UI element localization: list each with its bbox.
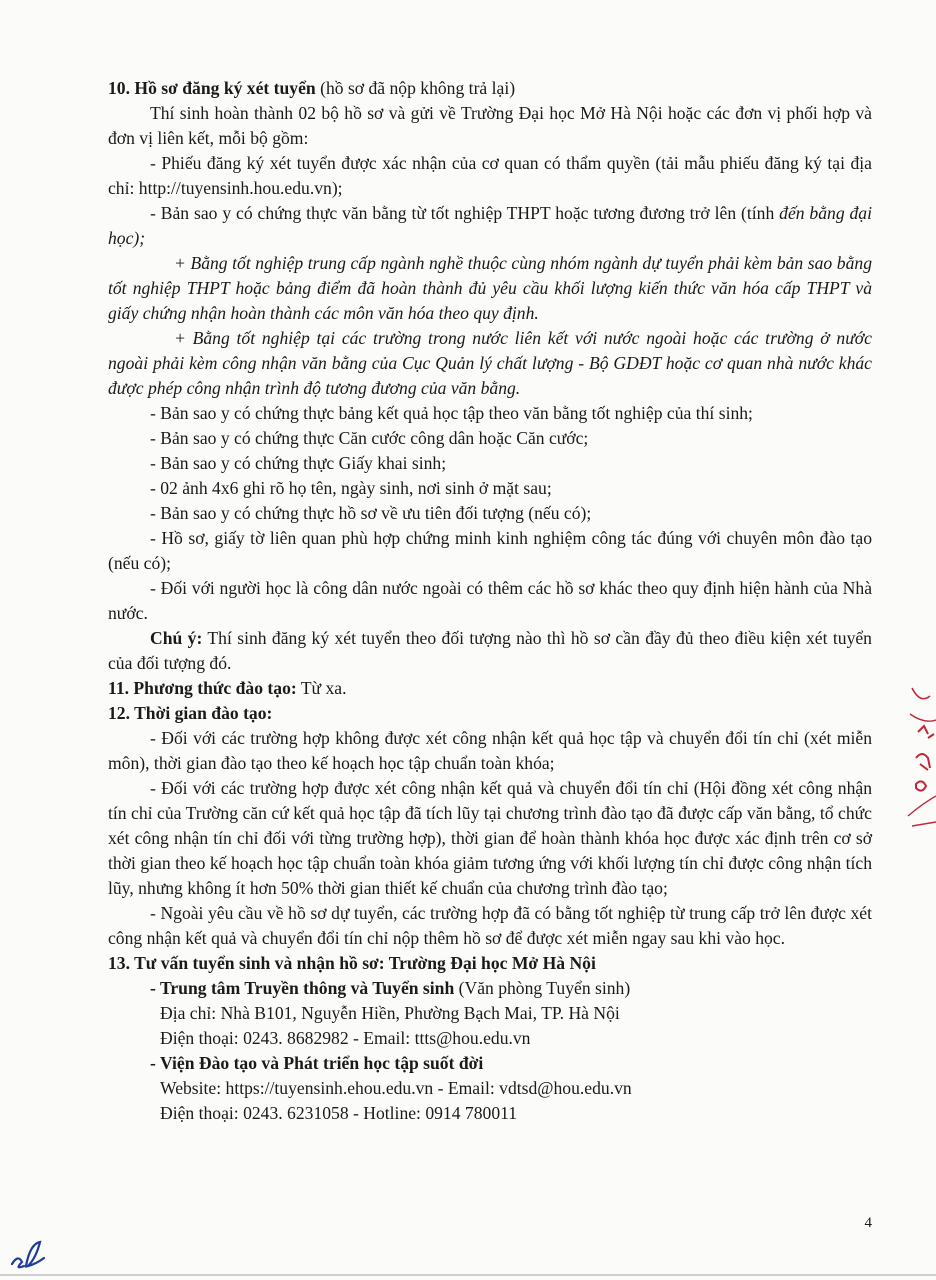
document-page [108,76,872,1126]
section-13 [108,951,872,1126]
section-12-title: 12. Thời gian đào tạo: [108,703,273,723]
section-10-heading [108,76,872,101]
center-2-contact: Điện thoại: 0243. 6231058 - Hotline: 0914 780011 [160,1103,518,1123]
section-10-item: - Phiếu đăng ký xét tuyển được xác nhận của cơ quan có thẩm quyền (tải mẫu phiếu đăng ký tại địa chỉ: http://tuyensinh.hou.edu.vn); [108,153,872,198]
section-10-item-text: - Bản sao y có chứng thực văn bằng từ tốt nghiệp THPT hoặc tương đương trở lên (tính [150,203,780,223]
section-10-subitem: + Bằng tốt nghiệp trung cấp ngành nghề thuộc cùng nhóm ngành dự tuyển phải kèm bản sao bằng tốt nghiệp THPT hoặc bảng điểm đã hoàn thành đủ yêu cầu khối lượng kiến thức văn hóa cấp THPT và giấy chứng nhận hoàn thành các môn văn hóa theo quy định. [108,253,872,323]
section-10-item: - Bản sao y có chứng thực bảng kết quả học tập theo văn bằng tốt nghiệp của thí sinh; [150,403,753,423]
center-1-address: Địa chỉ: Nhà B101, Nguyễn Hiền, Phường Bạch Mai, TP. Hà Nội [160,1003,620,1023]
section-12-item: - Đối với các trường hợp được xét công nhận kết quả và chuyển đổi tín chỉ (Hội đồng xét công nhận tín chỉ của Trường căn cứ kết quả học tập đã tích lũy tại chương trình đào tạo đã được cấp văn bằng, tổ chức xét công nhận tín chỉ đối với từng trường hợp), thời gian để hoàn thành khóa học được xác định trên cơ sở thời gian theo kế hoạch học tập chuẩn toàn khóa giảm tương ứng với khối lượng tín chỉ được công nhận tích lũy, nhưng không ít hơn 50% thời gian thiết kế chuẩn của chương trình đào tạo; [108,778,872,898]
center-1-name: - Trung tâm Truyền thông và Tuyển sinh [150,978,455,998]
section-10-item-italic: đến bằng đại học); [108,203,872,248]
section-10-title-note: (hồ sơ đã nộp không trả lại) [315,78,516,98]
section-10-item: - Bản sao y có chứng thực Căn cước công dân hoặc Căn cước; [150,428,589,448]
section-11-value: Từ xa. [296,678,347,698]
section-10-item: - Hồ sơ, giấy tờ liên quan phù hợp chứng minh kinh nghiệm công tác đúng với chuyên môn đào tạo (nếu có); [108,528,872,573]
section-12-item: - Ngoài yêu cầu về hồ sơ dự tuyển, các trường hợp đã có bằng tốt nghiệp từ trung cấp trở lên được xét công nhận kết quả và chuyển đổi tín chỉ nộp thêm hồ sơ để được xét miễn ngay sau khi vào học. [108,903,872,948]
section-10-subitem: + Bằng tốt nghiệp tại các trường trong nước liên kết với nước ngoài hoặc các trường ở nước ngoài phải kèm công nhận văn bằng của Cục Quản lý chất lượng - Bộ GDĐT hoặc cơ quan nhà nước khác được phép công nhận trình độ tương đương của văn bằng. [108,328,872,398]
center-2-website: Website: https://tuyensinh.ehou.edu.vn - Email: vdtsd@hou.edu.vn [160,1078,632,1098]
scan-edge [0,1274,936,1276]
section-11-title: 11. Phương thức đào tạo: [108,678,297,698]
center-2-name: - Viện Đào tạo và Phát triển học tập suốt đời [150,1053,484,1073]
section-10-title: 10. Hồ sơ đăng ký xét tuyển [108,78,316,98]
note-text: Thí sinh đăng ký xét tuyển theo đối tượng nào thì hồ sơ cần đầy đủ theo điều kiện xét tuyển của đối tượng đó. [108,628,872,673]
note-label: Chú ý: [150,628,203,648]
section-10-intro: Thí sinh hoàn thành 02 bộ hồ sơ và gửi về Trường Đại học Mở Hà Nội hoặc các đơn vị phối hợp và đơn vị liên kết, mỗi bộ gồm: [108,103,872,148]
handwritten-initials [8,1238,52,1272]
page-number: 4 [864,1215,872,1231]
center-1-heading [108,976,872,1001]
section-10-item: - Đối với người học là công dân nước ngoài có thêm các hồ sơ khác theo quy định hiện hành của Nhà nước. [108,578,872,623]
section-12-item: - Đối với các trường hợp không được xét công nhận kết quả học tập và chuyển đổi tín chỉ (xét miễn môn), thời gian đào tạo theo kế hoạch học tập chuẩn toàn khóa; [108,728,872,773]
section-13-title: 13. Tư vấn tuyển sinh và nhận hồ sơ: Trường Đại học Mở Hà Nội [108,953,596,973]
center-1-note: (Văn phòng Tuyển sinh) [454,978,631,998]
section-10-note [108,626,872,676]
section-10-item: - Bản sao y có chứng thực Giấy khai sinh; [150,453,447,473]
section-10-item: - Bản sao y có chứng thực hồ sơ về ưu tiên đối tượng (nếu có); [150,503,592,523]
center-1-contact: Điện thoại: 0243. 8682982 - Email: ttts@hou.edu.vn [160,1028,531,1048]
section-11 [108,676,872,701]
section-10-item [108,201,872,251]
stamp-seal-fragment [906,684,936,834]
section-10-item: - 02 ảnh 4x6 ghi rõ họ tên, ngày sinh, nơi sinh ở mặt sau; [150,478,552,498]
